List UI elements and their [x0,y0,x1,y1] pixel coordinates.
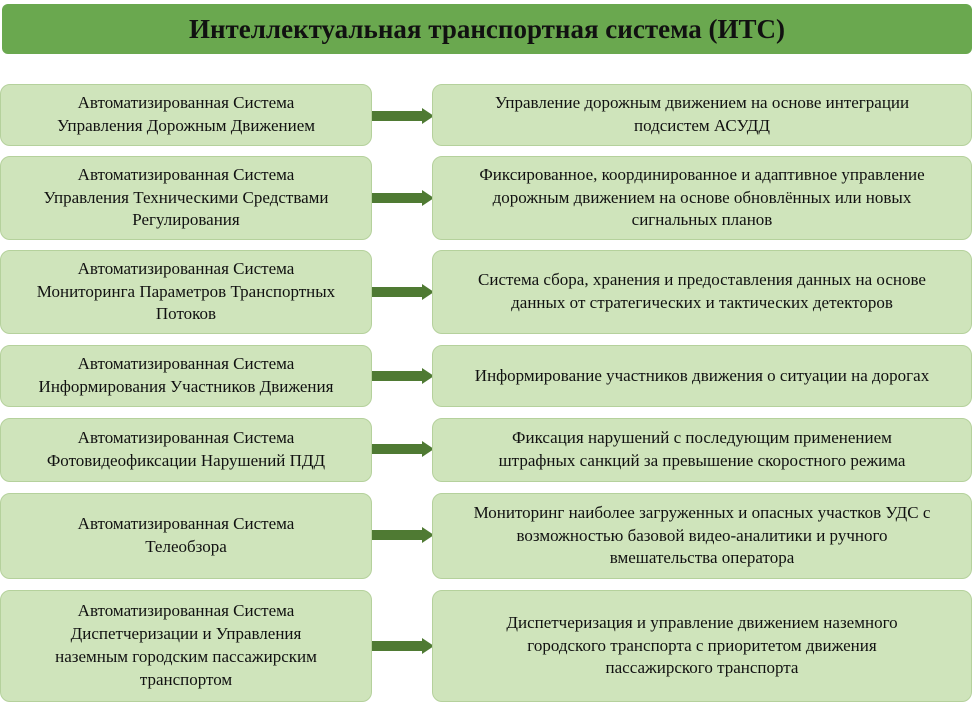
arrow-icon [372,527,434,543]
description-6-line-2: возможностью базовой видео-аналитики и ручного [516,525,888,545]
description-3-line-1: Система сбора, хранения и предоставления данных на основе [478,270,926,290]
system-4-line-1: Автоматизированная Система [77,354,295,374]
description-box-4 [432,345,972,407]
description-6-line-3: вмешательства оператора [609,548,795,568]
system-box-2 [0,156,372,240]
system-6-line-1: Автоматизированная Система [77,514,295,534]
system-3-line-3: Потоков [155,304,217,324]
system-4-line-2: Информирования Участников Движения [38,377,334,396]
description-2-line-3: сигнальных планов [631,210,773,230]
description-3-line-2: данных от стратегических и тактических детекторов [511,293,893,312]
description-box-7 [432,590,972,702]
description-box-6 [432,493,972,579]
system-2-line-3: Регулирования [132,210,240,230]
system-3-line-2: Мониторинга Параметров Транспортных [36,281,336,301]
diagram-title: Интеллектуальная транспортная система (ИТС) [188,13,786,44]
system-7-line-2: Диспетчеризации и Управления [70,624,302,644]
system-3-line-1: Автоматизированная Система [77,258,295,278]
description-1-line-2: подсистем АСУДД [634,116,770,135]
description-1-line-1: Управление дорожным движением на основе интеграции [494,93,910,113]
description-box-2 [432,156,972,240]
system-box-5 [0,418,372,482]
description-5-line-1: Фиксация нарушений с последующим применением [512,428,892,448]
system-1-line-2: Управления Дорожным Движением [56,116,315,135]
system-2-line-2: Управления Техническими Средствами [43,187,329,207]
system-2-line-1: Автоматизированная Система [77,164,295,184]
system-5-line-1: Автоматизированная Система [77,428,295,448]
description-7-line-1: Диспетчеризация и управление движением наземного [506,612,898,632]
system-7-line-4: транспортом [139,669,233,689]
system-box-1 [0,84,372,146]
system-6-line-2: Телеобзора [145,537,227,556]
system-box-6 [0,493,372,579]
arrow-icon [372,190,434,206]
arrow-icon [372,441,434,457]
title-bar [2,4,972,54]
system-7-line-3: наземным городским пассажирским [55,647,317,666]
system-box-4 [0,345,372,407]
description-2-line-2: дорожным движением на основе обновлённых или новых [492,187,912,207]
arrow-icon [372,638,434,654]
arrow-icon [372,284,434,300]
description-7-line-3: пассажирского транспорта [605,658,799,678]
description-7-line-2: городского транспорта с приоритетом движения [527,635,877,655]
description-4-line-1: Информирование участников движения о ситуации на дорогах [474,365,930,385]
description-box-5 [432,418,972,482]
description-box-3 [432,250,972,334]
system-box-3 [0,250,372,334]
system-7-line-1: Автоматизированная Система [77,601,295,621]
description-2-line-1: Фиксированное, координированное и адаптивное управление [479,164,925,184]
description-5-line-2: штрафных санкций за превышение скоростного режима [498,451,906,470]
description-6-line-1: Мониторинг наиболее загруженных и опасных участков УДС с [473,502,931,522]
description-box-1 [432,84,972,146]
arrow-icon [372,368,434,384]
system-1-line-1: Автоматизированная Система [77,93,295,113]
system-box-7 [0,590,372,702]
system-5-line-2: Фотовидеофиксации Нарушений ПДД [46,451,326,470]
arrow-icon [372,108,434,124]
